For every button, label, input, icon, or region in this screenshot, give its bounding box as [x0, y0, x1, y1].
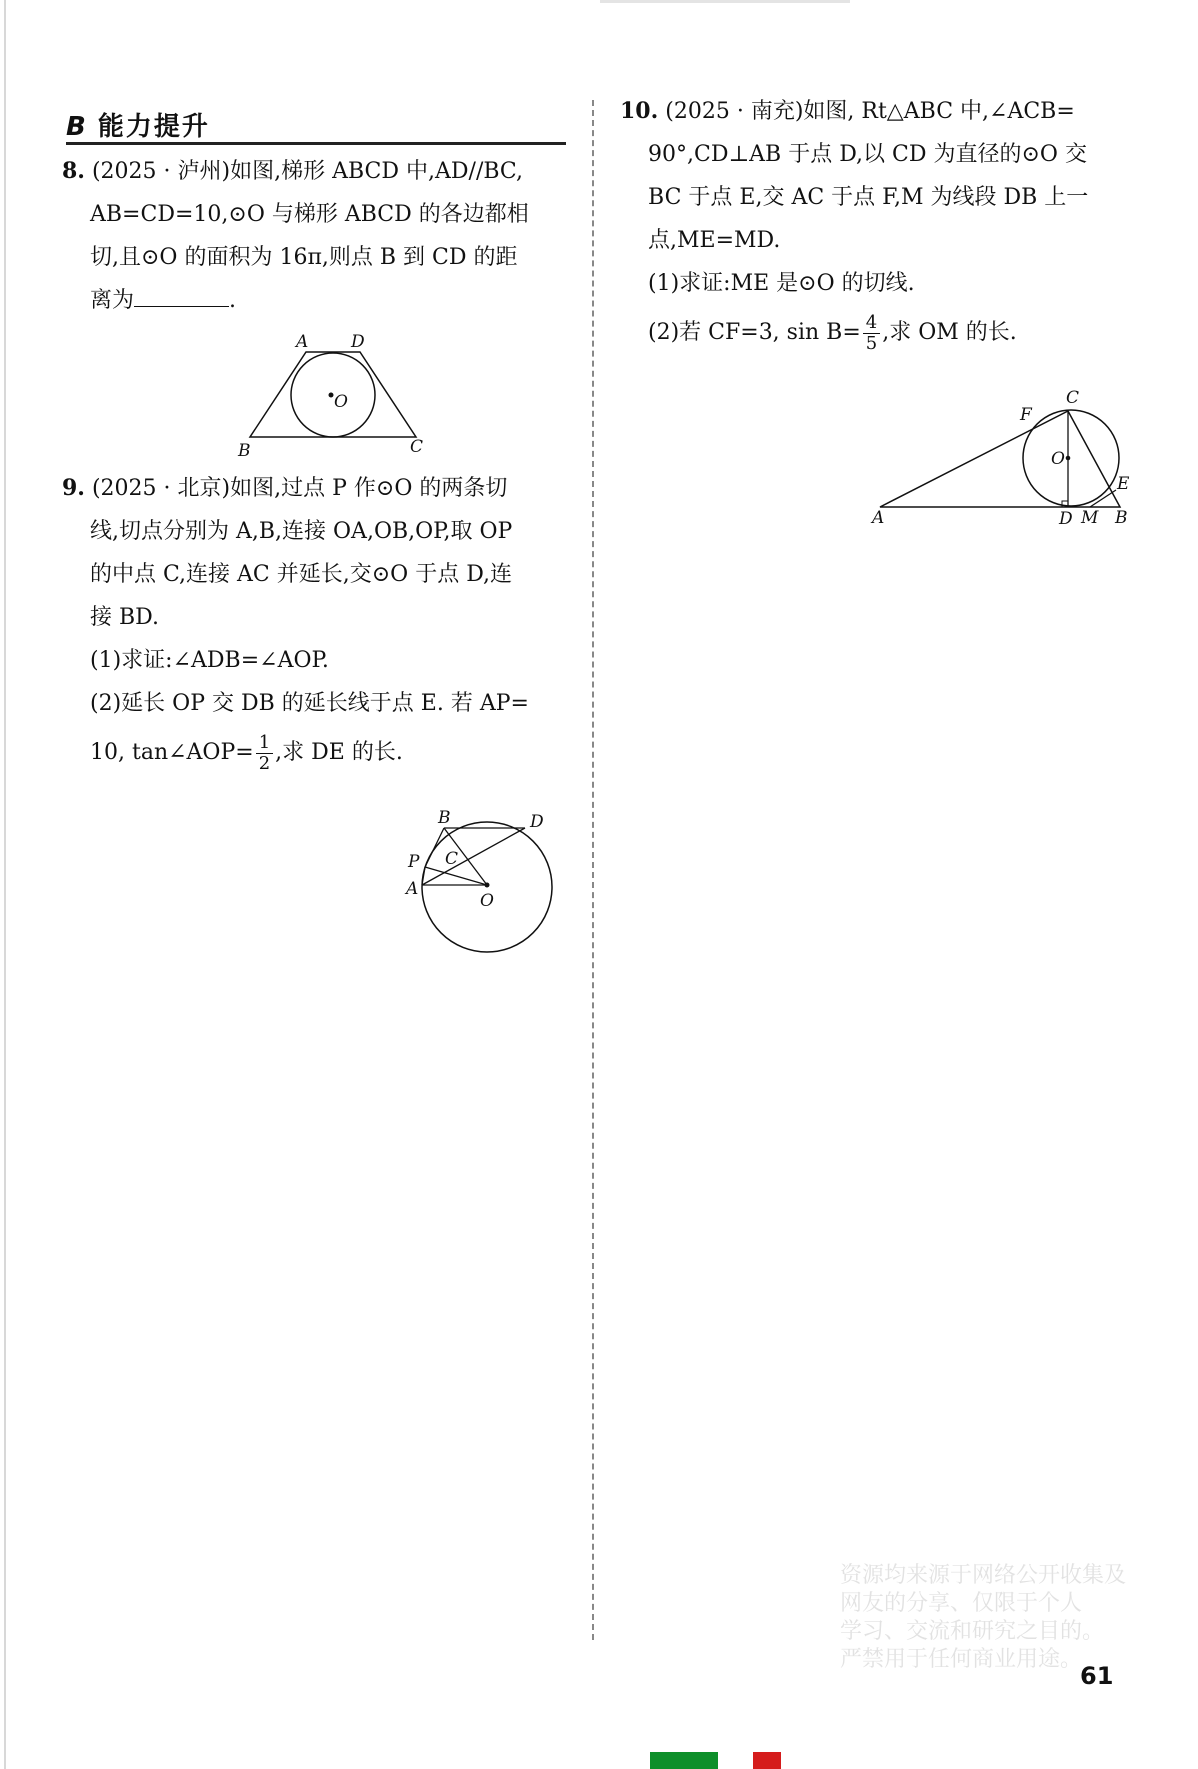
label-B: B: [1115, 508, 1128, 528]
page-number: 61: [1080, 1662, 1114, 1690]
answer-blank[interactable]: [134, 284, 229, 307]
fraction: [863, 313, 880, 354]
question-number: 9.: [62, 475, 85, 501]
q9-part2-cont: 10, tan∠AOP=: [90, 740, 254, 765]
left-column: [62, 150, 572, 322]
section-letter: B: [66, 112, 88, 142]
label-A: A: [406, 879, 419, 899]
label-A: A: [296, 332, 309, 352]
label-O: O: [480, 891, 494, 911]
question-number: 8.: [62, 158, 85, 184]
q10-part2: (2)若 CF=3, sin B=: [648, 320, 861, 345]
question-number: 10.: [620, 98, 659, 124]
q10-line1: (2025 · 南充)如图, Rt△ABC 中,∠ACB=: [665, 99, 1075, 124]
label-O: O: [1051, 449, 1065, 469]
label-B: B: [238, 441, 251, 460]
triangle-ABC: [880, 411, 1120, 507]
q8-line1: (2025 · 泸州)如图,梯形 ABCD 中,AD//BC,: [91, 159, 523, 184]
q10-line3: BC 于点 E,交 AC 于点 F,M 为线段 DB 上一: [648, 185, 1089, 210]
q9-part2-end: ,求 DE 的长.: [275, 740, 403, 765]
q9-line4: 接 BD.: [90, 605, 160, 630]
q10-part2-end: ,求 OM 的长.: [882, 320, 1017, 345]
label-F: F: [1020, 405, 1032, 425]
fraction-denominator: 2: [258, 752, 271, 774]
label-C: C: [410, 437, 424, 457]
label-M: M: [1081, 508, 1099, 528]
q8-line3: 切,且⊙O 的面积为 16π,则点 B 到 CD 的距: [90, 245, 518, 270]
center-dot: [1066, 456, 1071, 461]
q9-line1: (2025 · 北京)如图,过点 P 作⊙O 的两条切: [91, 476, 508, 501]
q8-line4: 离为: [90, 288, 135, 313]
section-heading: [66, 106, 566, 145]
watermark-line2: 网友的分享、仅限于个人: [840, 1591, 1083, 1616]
center-dot: [329, 393, 334, 398]
label-C: C: [1066, 388, 1080, 408]
watermark-line4: 严禁用于任何商业用途。: [840, 1647, 1083, 1672]
watermark-line1: 资源均来源于网络公开收集及: [840, 1563, 1127, 1588]
q9-line3: 的中点 C,连接 AC 并延长,交⊙O 于点 D,连: [90, 562, 513, 587]
question-10: [620, 90, 1135, 354]
fraction: [256, 733, 273, 774]
page-edge: [4, 0, 6, 1769]
red-tab-marker: [753, 1752, 781, 1769]
question-8: [62, 150, 572, 322]
label-O: O: [334, 392, 348, 412]
q8-trapezoid-figure: [230, 325, 440, 460]
q10-line2: 90°,CD⊥AB 于点 D,以 CD 为直径的⊙O 交: [648, 142, 1087, 167]
center-dot: [485, 883, 490, 888]
column-divider: [592, 100, 594, 1640]
q9-part2: (2)延长 OP 交 DB 的延长线于点 E. 若 AP=: [90, 691, 529, 716]
label-B: B: [438, 808, 451, 828]
q10-part1: (1)求证:ME 是⊙O 的切线.: [648, 271, 915, 296]
q9-line2: 线,切点分别为 A,B,连接 OA,OB,OP,取 OP: [90, 519, 513, 544]
left-column-q9: [62, 467, 572, 774]
q8-line2: AB=CD=10,⊙O 与梯形 ABCD 的各边都相: [90, 202, 529, 227]
label-D: D: [351, 332, 365, 352]
label-P: P: [408, 852, 420, 872]
label-D: D: [1059, 509, 1073, 529]
question-9: [62, 467, 572, 774]
fraction-numerator: 4: [863, 313, 880, 334]
label-A: A: [872, 508, 885, 528]
q10-line4: 点,ME=MD.: [648, 228, 781, 253]
label-D: D: [530, 812, 544, 832]
segment-ME: [1090, 490, 1116, 507]
section-title: 能力提升: [97, 112, 210, 142]
circle-O: [1023, 410, 1119, 506]
green-tab-marker: [650, 1752, 718, 1769]
fraction-denominator: 5: [865, 332, 878, 354]
q9-circle-figure: [400, 805, 570, 955]
right-column: [620, 90, 1135, 354]
fraction-numerator: 1: [256, 733, 273, 754]
q8-line4-end: .: [229, 288, 237, 313]
watermark: [840, 1562, 1198, 1674]
page-edge-top: [600, 0, 850, 3]
q9-part1: (1)求证:∠ADB=∠AOP.: [90, 648, 329, 673]
label-E: E: [1117, 474, 1130, 494]
watermark-line3: 学习、交流和研究之目的。: [840, 1619, 1105, 1644]
q10-triangle-figure: [868, 385, 1138, 530]
label-C: C: [445, 849, 459, 869]
